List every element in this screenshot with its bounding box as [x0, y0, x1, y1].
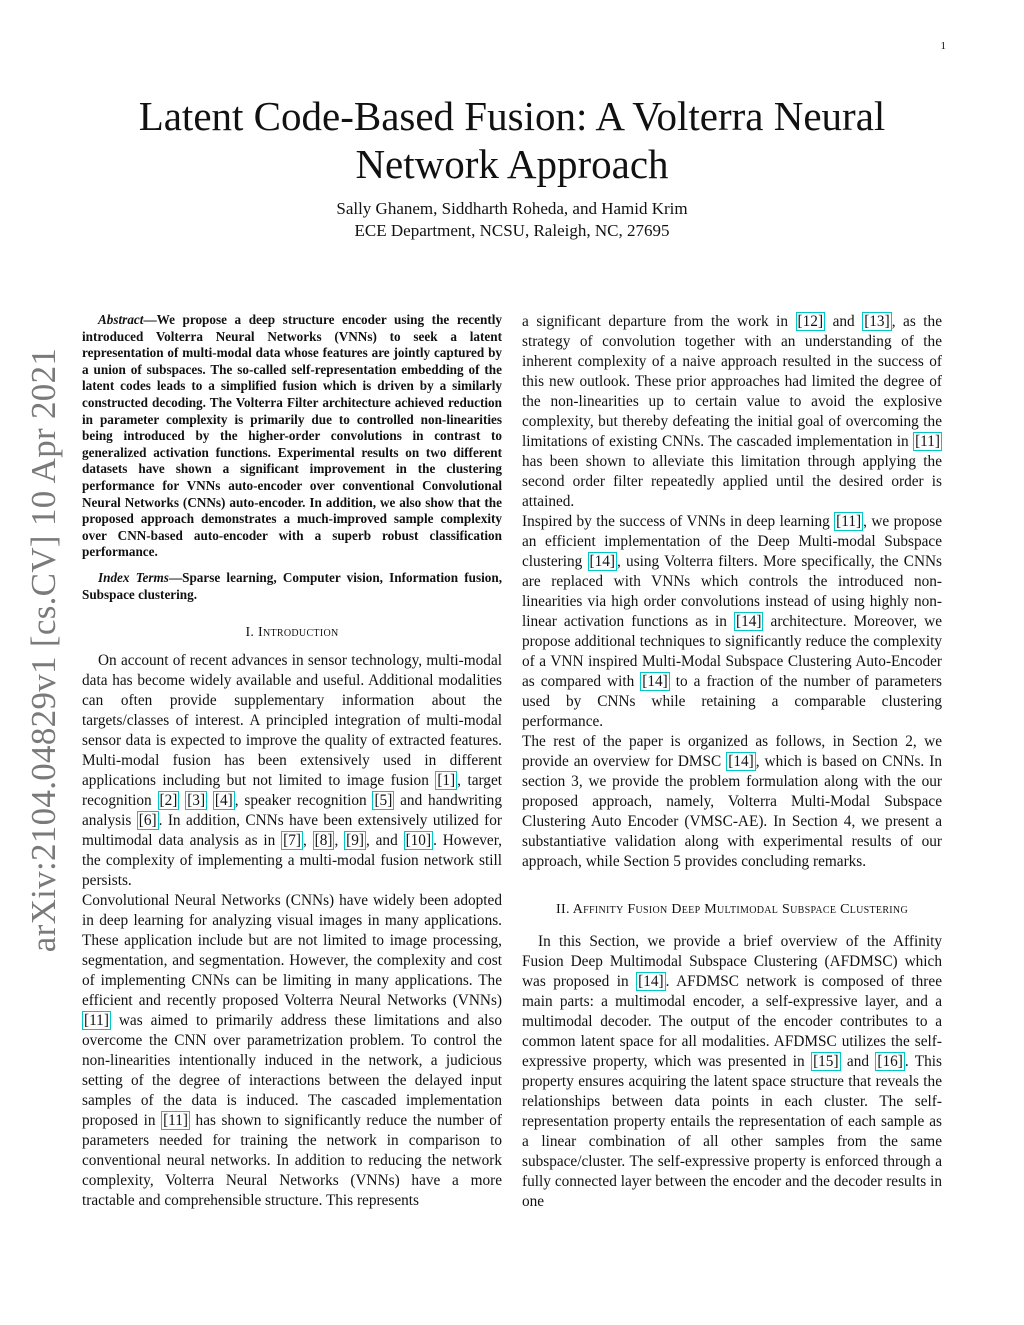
citation-link[interactable]: [11] — [163, 1112, 188, 1130]
citation-link[interactable]: [11] — [915, 433, 940, 450]
citation-link[interactable]: [15] — [813, 1053, 839, 1070]
page-number: 1 — [940, 40, 946, 52]
author-affiliation: ECE Department, NCSU, Raleigh, NC, 27695 — [354, 221, 670, 240]
citation-link[interactable]: [8] — [314, 832, 333, 850]
index-terms-text: —Sparse learning, Computer vision, Information fusion, Subspace clustering. — [82, 569, 502, 602]
citation-link[interactable]: [14] — [589, 553, 616, 570]
paper-title: Latent Code-Based Fusion: A Volterra Neural Network Approach — [138, 93, 886, 187]
intro-paragraph-2: Convolutional Neural Networks (CNNs) have widely been adopted in deep learning for analyzing visual images in many applications. These application include but are not limited to image processing, segmentation, and segmentation. However, the complexity and cost of implementing CNNs can be limiting in many applications. The efficient and recently proposed Volterra Neural Networks (VNNs) [11] was aimed to primarily address these limitations and also overcome the CNN over parametrization problem. To control the non-linearities intentionally induced in the network, a judicious setting of the degree of interactions between the delayed input samples of the data is induced. The cascaded implementation proposed in [11] has shown to significantly reduce the number of parameters needed for training the network in comparison to conventional neural networks. In addition to reducing the network complexity, Volterra Neural Networks (VNNs) have a more tractable and comprehensible structure. This represents — [82, 892, 502, 1210]
section-heading-afdmsc: II. Affinity Fusion Deep Multimodal Subspace Clustering — [556, 902, 908, 917]
citation-link[interactable]: [16] — [877, 1053, 903, 1070]
intro-paragraph-4: Inspired by the success of VNNs in deep learning [11] , we propose an efficient implementation of the Deep Multi-modal Subspace clustering [14] , using Volterra filters. More specifically, the CNNs are replaced with VNNs which controls the introduced non-linearities via high order convolutions instead of using highly non-linear activation functions as in [14] architecture. Moreover, we propose additional techniques to significantly reduce the complexity of a VNN inspired Multi-Modal Subspace Clustering Auto-Encoder as compared with [14] to a fraction of the number of parameters used by CNNs while retaining a comparable clustering performance. — [522, 513, 943, 730]
arxiv-stamp — [14, 347, 74, 953]
author-names: Sally Ghanem, Siddharth Roheda, and Hamid Krim — [336, 199, 688, 218]
citation-link[interactable]: [13] — [864, 313, 890, 330]
citation-link[interactable]: [14] — [638, 973, 664, 990]
citation-link[interactable]: [14] — [642, 673, 668, 690]
citation-link[interactable]: [14] — [728, 753, 754, 770]
intro-paragraph-3: a significant departure from the work in [12] and [13] , as the strategy of convolution together with an understanding of the inherent complexity of a naive approach resulted in the success of this new outlook. These prior approaches had limited the degree of the non-linearities up to certain value to avoid the explosive complexity, but thereby defeating the initial goal of overcoming the limitations of existing CNNs. The cascaded implementation in [11] has been shown to alleviate this limitation through applying the second order filter repeatedly applied until the desired order is attained. — [522, 313, 942, 510]
abstract-text: —We propose a deep structure encoder using the recently introduced Volterra Neural Networks (VNNs) to seek a latent representation of multi-modal data whose features are jointly captured by a union of subspaces. The so-called self-representation embedding of the latent codes leads to a simplified fusion which is driven by a similarly constructed decoding. The Volterra Filter architecture achieved reduction in parameter complexity is primarily due to controlled non-linearities being introduced by the higher-order convolutions in contrast to generalized activation functions. Experimental results on two different datasets have shown a significant improvement in the clustering performance for VNNs auto-encoder over conventional Convolutional Neural Networks (CNNs) auto-encoder. In addition, we also show that the proposed approach demonstrates a much-improved sample complexity over CNN-based auto-encoder with a superb robust classification performance. — [82, 312, 502, 560]
afdmsc-paragraph-1: In this Section, we provide a brief overview of the Affinity Fusion Deep Multimodal Subspace Clustering (AFDMSC) which was proposed in [14] . AFDMSC network is composed of three main parts: a multimodal encoder, a self-expressive layer, and a multimodal decoder. The output of the encoder contributes to a common latent space for all modalities. AFDMSC utilizes the self-expressive property, which was presented in [15] and [16] . This property ensures acquiring the latent space structure that reveals the relationships between data points in each cluster. The self-representation property entails the representation of each sample as a linear combination of all other samples from the same subspace/cluster. The self-expressive property is enforced through a fully connected layer between the encoder and the decoder results in one — [522, 933, 942, 1210]
index-terms-label: Index Terms — [98, 569, 169, 585]
citation-link[interactable]: [9] — [346, 832, 364, 850]
intro-paragraph-1: On account of recent advances in sensor technology, multi-modal data has become widely available and useful. Additional modalities can often provide supplementary information about the targets/classes of interest. A principled integration of multi-modal sensor data is expected to improve the quality of extracted features. Multi-modal fusion has been extensively used in different applications including but not limited to image fusion [1] , target recognition [2] [3] [4] , speaker recognition [5] and handwriting analysis [6] . In addition, CNNs have been extensively utilized for multimodal data analysis as in [7] , [8] , [9] , and [10] . However, the complexity of implementing a multi-modal fusion network still persists. — [82, 652, 503, 890]
intro-paragraph-5: The rest of the paper is organized as follows, in Section 2, we provide an overview for DMSC [14] , which is based on CNNs. In section 3, we provide the problem formulation along with the our proposed approach, namely, Volterra Multi-Modal Subspace Clustering Auto Encoder (VMSC-AE). In Section 4, we present a substantiative validation along with experimental results of our approach, while Section 5 provides concluding remarks. — [522, 733, 942, 870]
citation-link[interactable]: [7] — [283, 832, 301, 850]
citation-link[interactable]: [10] — [405, 832, 432, 850]
abstract-label: Abstract — [98, 312, 144, 327]
citation-link[interactable]: [3] — [187, 792, 206, 810]
index-terms — [82, 570, 502, 603]
citation-link[interactable]: [6] — [138, 812, 157, 830]
citation-link[interactable]: [14] — [735, 613, 762, 630]
citation-link[interactable]: [11] — [84, 1012, 109, 1030]
right-column — [522, 312, 942, 1212]
arxiv-identifier[interactable]: arXiv:2104.04829v1 [cs.CV] 10 Apr 2021 — [24, 347, 63, 953]
citation-link[interactable]: [4] — [214, 792, 233, 810]
citation-link[interactable]: [11] — [836, 513, 862, 530]
citation-link[interactable]: [5] — [374, 792, 393, 810]
section-heading-introduction: I. Introduction — [245, 625, 339, 641]
left-column — [82, 312, 502, 1211]
author-block — [120, 198, 904, 242]
citation-link[interactable]: [12] — [797, 313, 824, 330]
citation-link[interactable]: [1] — [437, 772, 456, 790]
abstract — [82, 312, 502, 561]
citation-link[interactable]: [2] — [159, 792, 178, 810]
